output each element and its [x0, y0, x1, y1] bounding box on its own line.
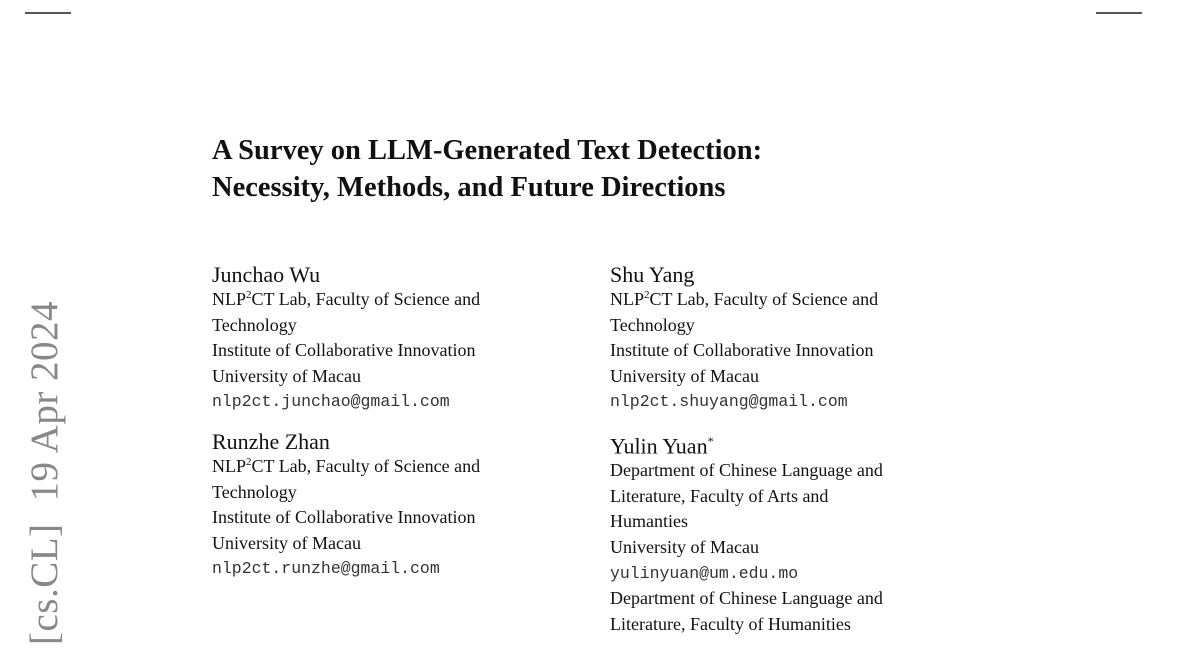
author-block-junchao-wu: [212, 262, 610, 415]
affiliation-line: Literature, Faculty of Arts and: [610, 485, 829, 506]
lab-suffix: CT Lab, Faculty of Science and: [251, 455, 481, 476]
affiliation-line: Institute of Collaborative Innovation: [610, 340, 874, 361]
lab-superscript: 2: [246, 289, 252, 301]
author-lab: [610, 287, 950, 313]
lab-prefix: NLP: [212, 455, 247, 476]
author-name-text: Yulin Yuan: [610, 433, 708, 459]
author-name: [610, 429, 950, 458]
author-list: [212, 262, 950, 637]
author-email: nlp2ct.runzhe@gmail.com: [212, 559, 440, 579]
author-block-runzhe-zhan: [212, 429, 610, 637]
affiliation-line: University of Macau: [610, 365, 759, 386]
crop-mark-right: [1096, 12, 1142, 14]
author-name: Runzhe Zhan: [212, 428, 330, 454]
affiliation-line: University of Macau: [212, 532, 361, 553]
author-block-yulin-yuan: [610, 429, 950, 637]
arxiv-date: 19 Apr 2024: [23, 300, 66, 502]
author-name: Junchao Wu: [212, 262, 321, 287]
lab-superscript: 2: [644, 289, 650, 301]
author-lab: [212, 287, 610, 313]
author-email: nlp2ct.shuyang@gmail.com: [610, 392, 848, 412]
arxiv-stamp: [22, 301, 67, 645]
affiliation-line: Literature, Faculty of Humanities: [610, 613, 851, 634]
author-name: Shu Yang: [610, 262, 695, 287]
affiliation-line: Technology: [610, 314, 695, 335]
affiliation-line: University of Macau: [610, 537, 759, 558]
paper-title: [212, 132, 762, 206]
author-lab: [212, 454, 610, 480]
arxiv-category: [cs.CL]: [23, 523, 66, 645]
affiliation-line: Technology: [212, 314, 297, 335]
lab-superscript: 2: [246, 455, 252, 468]
title-line-1: A Survey on LLM-Generated Text Detection:: [212, 135, 763, 166]
affiliation-line: Institute of Collaborative Innovation: [212, 340, 476, 361]
author-email: yulinyuan@um.edu.mo: [610, 563, 799, 583]
author-email: nlp2ct.junchao@gmail.com: [212, 392, 450, 412]
affiliation-line: Department of Chinese Language and: [610, 460, 883, 481]
affiliation-line: Institute of Collaborative Innovation: [212, 507, 476, 528]
affiliation-line: University of Macau: [212, 365, 361, 386]
lab-prefix: NLP: [610, 289, 645, 309]
lab-prefix: NLP: [212, 289, 247, 309]
lab-suffix: CT Lab, Faculty of Science and: [251, 289, 481, 309]
affiliation-line: Humanties: [610, 511, 688, 532]
author-block-shu-yang: [610, 262, 950, 415]
crop-mark-left: [25, 12, 71, 14]
lab-suffix: CT Lab, Faculty of Science and: [649, 289, 879, 309]
affiliation-line: Department of Chinese Language and: [610, 588, 883, 609]
corresponding-author-mark: *: [707, 433, 714, 448]
title-line-2: Necessity, Methods, and Future Directions: [212, 172, 726, 203]
affiliation-line: Technology: [212, 481, 297, 502]
